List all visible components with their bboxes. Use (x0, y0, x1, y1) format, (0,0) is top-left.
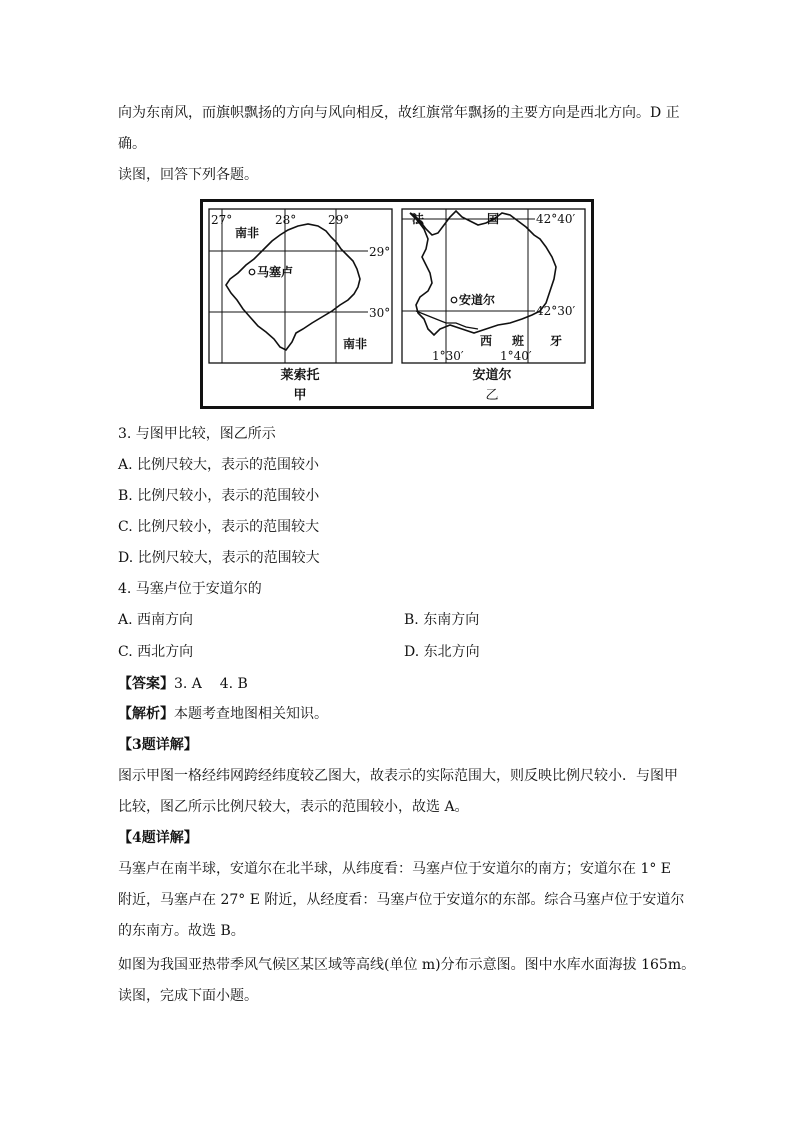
spain-label-1: 西 (480, 334, 493, 348)
lesotho-label: 莱索托 (280, 368, 320, 383)
lat-label-30: 30° (369, 306, 391, 320)
south-africa-label-top: 南非 (235, 226, 260, 240)
answer-line (118, 674, 248, 694)
intro-line-2: 确。 (118, 136, 146, 152)
detail4-label: 【4题详解】 (118, 830, 198, 846)
analysis-label: 【解析】 (118, 706, 174, 722)
q4-option-d: D. 东北方向 (404, 644, 480, 660)
detail4-line-3: 的东南方。故选 B。 (118, 923, 245, 939)
detail3-label: 【3题详解】 (118, 737, 198, 753)
q4-stem: 4. 马塞卢位于安道尔的 (118, 581, 262, 597)
lon-label-1-30: 1°30′ (432, 349, 464, 363)
intro-line-3: 读图，回答下列各题。 (118, 167, 258, 183)
detail4-line-1: 马塞卢在南半球，安道尔在北半球，从纬度看：马塞卢位于安道尔的南方；安道尔在 1° E (118, 861, 672, 877)
lon-label-27: 27° (211, 213, 233, 227)
spain-label-3: 牙 (550, 334, 563, 348)
analysis-text: 本题考查地图相关知识。 (174, 706, 328, 722)
q4-option-b: B. 东南方向 (404, 612, 480, 628)
figure-frame (202, 201, 593, 408)
q4-option-c: C. 西北方向 (118, 644, 194, 660)
lat-label-29: 29° (369, 245, 391, 259)
intro-line-1: 向为东南风，而旗帜飘扬的方向与风向相反，故红旗常年飘扬的主要方向是西北方向。D 正 (118, 105, 680, 121)
lat-label-42-40: 42°40′ (536, 212, 576, 226)
lat-label-42-30: 42°30′ (536, 304, 576, 318)
maseru-marker (249, 269, 255, 275)
q3-option-c: C. 比例尺较小，表示的范围较大 (118, 519, 320, 535)
france-label-2: 国 (487, 212, 500, 226)
detail4-line-2: 附近，马塞卢在 27° E 附近，从经度看：马塞卢位于安道尔的东部。综合马塞卢位于安道尔 (118, 892, 685, 908)
detail3-line-2: 比较，图乙所示比例尺较大，表示的范围较小，故选 A。 (118, 799, 469, 815)
map-a-caption: 甲 (293, 388, 307, 403)
south-africa-label-bottom: 南非 (343, 337, 368, 351)
answer-text: 3. A 4. B (174, 676, 248, 692)
q3-option-d: D. 比例尺较大，表示的范围较大 (118, 550, 320, 566)
france-label-1: 法 (412, 212, 425, 226)
map-b-caption: 乙 (485, 388, 499, 403)
answer-label: 【答案】 (118, 676, 174, 692)
q3-option-b: B. 比例尺较小，表示的范围较小 (118, 488, 320, 504)
q3-option-a: A. 比例尺较大，表示的范围较小 (118, 457, 320, 473)
spain-label-2: 班 (512, 334, 525, 348)
detail3-line-1: 图示甲图一格经纬网跨经纬度较乙图大，故表示的实际范围大，则反映比例尺较小．与图甲 (118, 768, 678, 784)
andorra-label: 安道尔 (472, 368, 512, 383)
next-intro-line-2: 读图，完成下面小题。 (118, 988, 258, 1004)
lon-label-29: 29° (328, 213, 350, 227)
lon-label-1-40: 1°40′ (500, 349, 532, 363)
map-figure (200, 199, 594, 409)
maseru-label: 马塞卢 (257, 265, 294, 279)
lon-label-28: 28° (275, 213, 297, 227)
q4-option-a: A. 西南方向 (118, 612, 194, 628)
andorra-city-label: 安道尔 (459, 293, 496, 307)
andorra-la-vella-marker (451, 297, 457, 303)
analysis-line (118, 704, 328, 724)
next-intro-line-1: 如图为我国亚热带季风气候区某区域等高线(单位 m)分布示意图。图中水库水面海拔 165m。 (118, 957, 696, 973)
q3-stem: 3. 与图甲比较，图乙所示 (118, 426, 276, 442)
